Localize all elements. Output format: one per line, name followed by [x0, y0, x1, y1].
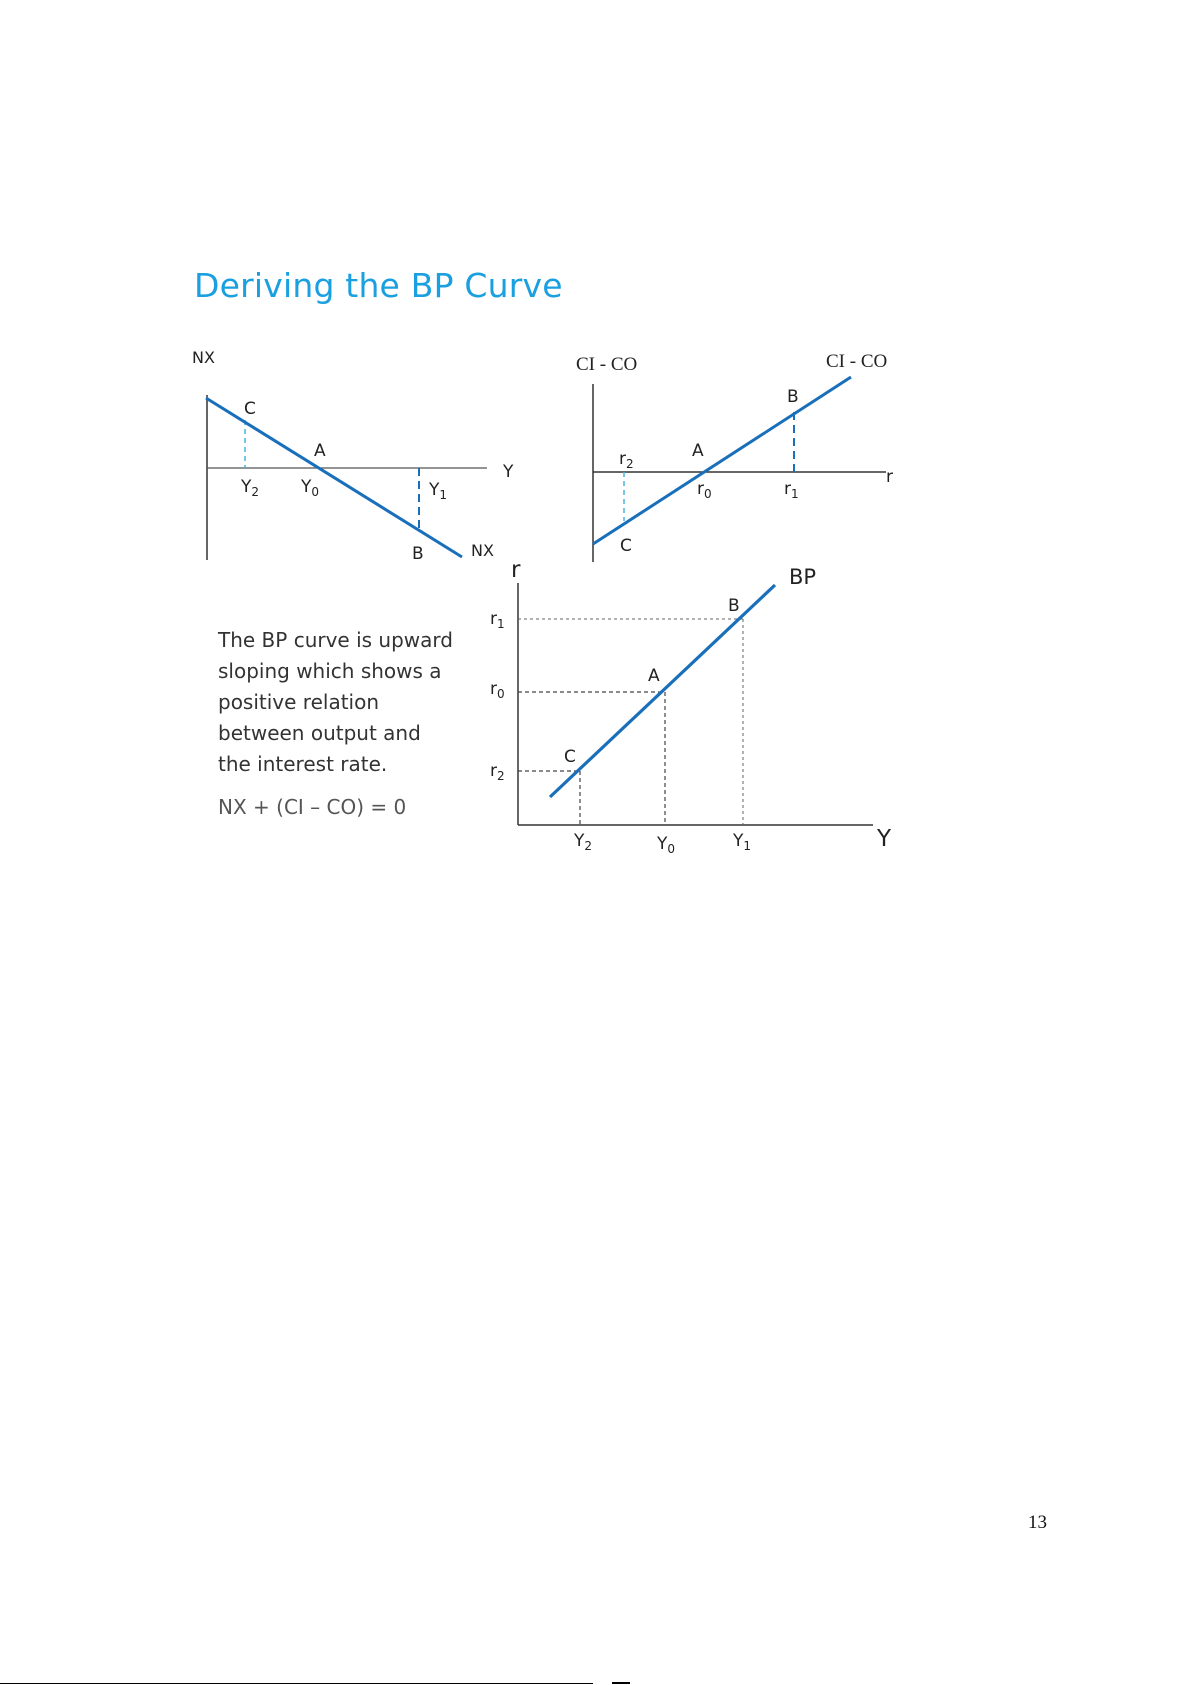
- description-line: between output and: [218, 721, 421, 745]
- bp-panel: [490, 557, 892, 856]
- description-line: The BP curve is upward: [218, 628, 453, 652]
- bp-curve: [550, 585, 775, 797]
- footer-mark: [612, 1682, 630, 1684]
- bp-y-axis-label: r: [511, 557, 521, 583]
- nx-curve-label: NX: [471, 541, 494, 560]
- nx-y-axis-label: NX: [192, 348, 215, 367]
- footer-rule: [0, 1683, 593, 1684]
- nx-tick-y0: $Y_0$: [301, 477, 320, 499]
- description-line: sloping which shows a: [218, 659, 442, 683]
- bp-tick-r0: $r_0$: [490, 679, 505, 701]
- bp-tick-r2: $r_2$: [490, 761, 505, 783]
- ci-y-axis-label: CI - CO: [576, 354, 638, 375]
- nx-tick-y1: $Y_1$: [429, 480, 448, 502]
- description-line: the interest rate.: [218, 752, 388, 776]
- bp-x-axis-label: Y: [877, 826, 892, 852]
- bp-point-b: B: [728, 596, 740, 616]
- ci-tick-r1: $r_1$: [784, 479, 799, 501]
- ci-tick-r2: $r_2$: [619, 449, 634, 471]
- description-line: positive relation: [218, 690, 380, 714]
- bp-tick-r1: $r_1$: [490, 609, 505, 631]
- page-title: Deriving the BP Curve: [194, 266, 563, 305]
- nx-point-c: C: [244, 399, 256, 419]
- bp-tick-y0: $Y_0$: [657, 834, 676, 856]
- ci-co-panel: [576, 351, 893, 562]
- nx-panel: [192, 348, 514, 564]
- nx-x-axis-label: Y: [503, 462, 514, 482]
- ci-tick-r0: $r_0$: [697, 479, 712, 501]
- bp-description: [218, 625, 478, 780]
- ci-point-b: B: [787, 387, 799, 407]
- nx-point-b: B: [412, 544, 424, 564]
- ci-x-axis-label: r: [886, 467, 893, 487]
- nx-point-a: A: [314, 441, 326, 461]
- bp-point-a: A: [648, 666, 660, 686]
- bp-curve-label: BP: [789, 565, 817, 589]
- bp-tick-y1: $Y_1$: [733, 831, 752, 853]
- bp-equation: NX + (CI – CO) = 0: [218, 795, 407, 819]
- bp-tick-y2: $Y_2$: [574, 831, 593, 853]
- page-number: 13: [1028, 1512, 1047, 1533]
- nx-tick-y2: $Y_2$: [241, 477, 260, 499]
- ci-curve-label: CI - CO: [826, 351, 888, 372]
- ci-point-c: C: [620, 536, 632, 556]
- ci-point-a: A: [692, 441, 704, 461]
- bp-point-c: C: [564, 747, 576, 767]
